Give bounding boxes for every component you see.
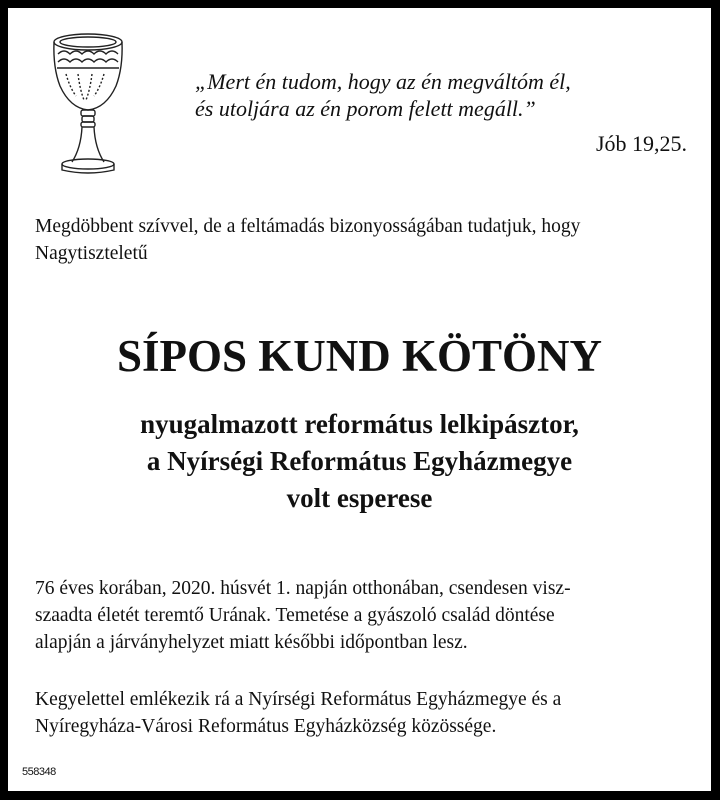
announcement-text [35, 575, 695, 656]
quote-reference: Jób 19,25. [595, 131, 687, 156]
chalice-icon [48, 28, 128, 178]
remembrance-line: Kegyelettel emlékezik rá a Nyírségi Református Egyházmegye és a [35, 689, 562, 710]
intro-text [35, 213, 695, 267]
title-line: volt esperese [286, 483, 433, 513]
remembrance-line: Nyíregyháza-Városi Református Egyházközség közössége. [35, 716, 497, 737]
bible-quote [195, 68, 695, 122]
intro-line: Megdöbbent szívvel, de a feltámadás bizonyosságában tudatjuk, hogy [35, 216, 581, 237]
ad-code: 558348 [22, 766, 56, 778]
announcement-line: 76 éves korában, 2020. húsvét 1. napján otthonában, csendesen visz- [35, 578, 571, 599]
quote-line: „Mert én tudom, hogy az én megváltóm él, [195, 69, 571, 94]
quote-line: és utoljára az én porom felett megáll.” [195, 96, 536, 121]
deceased-title [8, 406, 711, 517]
remembrance-text [35, 686, 705, 740]
obituary-notice [8, 8, 711, 791]
deceased-name: SÍPOS KUND KÖTÖNY [116, 331, 603, 381]
title-line: nyugalmazott református lelkipásztor, [140, 409, 579, 439]
announcement-line: szaadta életét teremtő Urának. Temetése a gyászoló család döntése [35, 605, 555, 626]
announcement-line: alapján a járványhelyzet miatt későbbi időpontban lesz. [35, 632, 468, 653]
title-line: a Nyírségi Református Egyházmegye [146, 446, 573, 476]
intro-line: Nagytiszteletű [35, 243, 148, 264]
